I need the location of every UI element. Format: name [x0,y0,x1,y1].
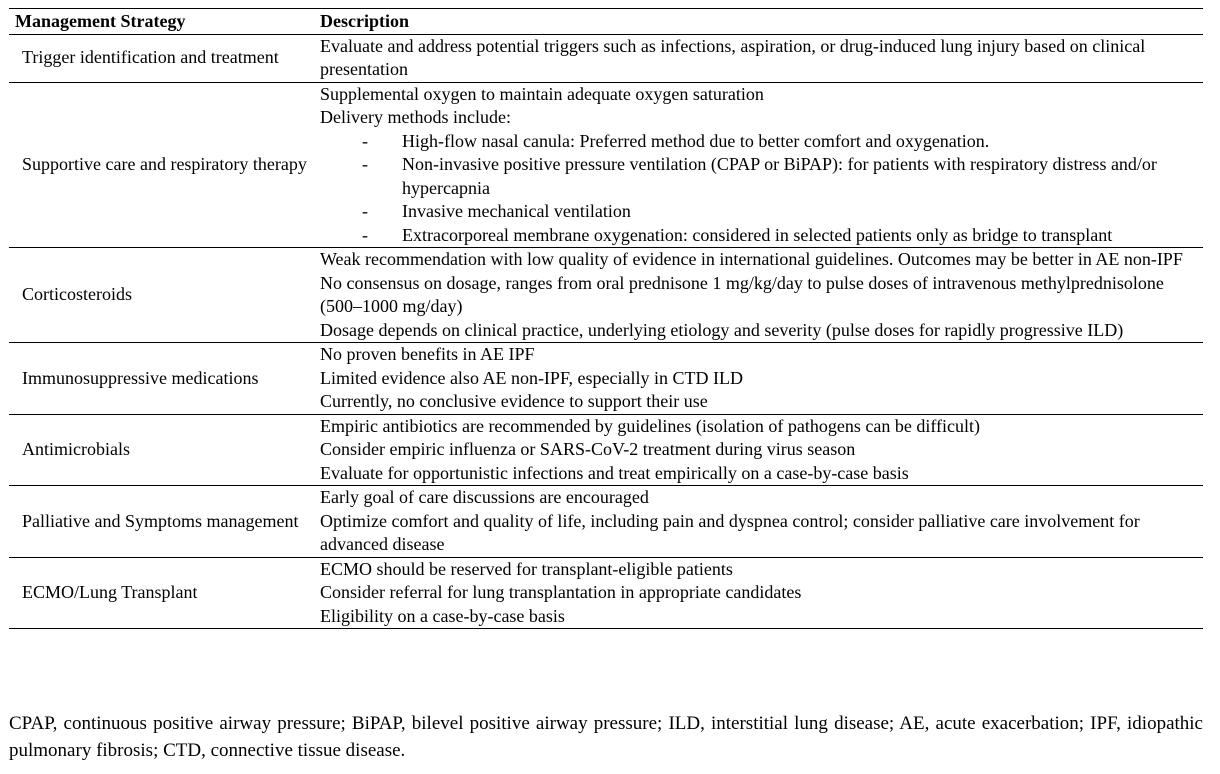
description-line: No consensus on dosage, ranges from oral prednisone 1 mg/kg/day to pulse doses of intravenous methylprednisolone (500–1000 mg/day) [320,272,1164,316]
description-cell [314,343,1203,415]
list-dash: - [362,130,368,151]
description-line: Delivery methods include: [320,107,511,127]
table-footnote: CPAP, continuous positive airway pressure; BiPAP, bilevel positive airway pressure; ILD, interstitial lung disease; AE, acute exacerbation; IPF, idiopathic pulmonary fibrosis; CTD, connective tissue disease. [9,713,1203,761]
table-row [9,34,1203,82]
list-item [320,130,1197,154]
header-management-strategy: Management Strategy [9,9,314,35]
description-line: Weak recommendation with low quality of evidence in international guidelines. Outcomes may be better in AE non-IPF [320,249,1183,269]
description-line: Limited evidence also AE non-IPF, especially in CTD ILD [320,367,743,388]
description-cell [314,82,1203,248]
list-dash: - [362,154,368,174]
management-table [9,8,1203,629]
strategy-cell: Corticosteroids [9,248,314,343]
table-row [9,557,1203,629]
table-body [9,34,1203,629]
list-item-text: High-flow nasal canula: Preferred method due to better comfort and oxygenation. [402,130,990,151]
description-cell [314,414,1203,486]
description-cell [314,557,1203,629]
table-row [9,248,1203,343]
description-line: Eligibility on a case-by-case basis [320,605,565,626]
list-item [320,153,1197,200]
table-row [9,82,1203,248]
description-line: Optimize comfort and quality of life, including pain and dyspnea control; consider palliative care involvement for advanced disease [320,510,1140,554]
delivery-methods-list [320,130,1197,248]
strategy-cell: Trigger identification and treatment [9,34,314,82]
description-cell [314,486,1203,558]
list-item-text: Non-invasive positive pressure ventilation (CPAP or BiPAP): for patients with respiratory distress and/or hypercapnia [402,154,1157,198]
list-item [320,200,1197,224]
description-line: Consider referral for lung transplantation in appropriate candidates [320,582,802,602]
description-cell [314,34,1203,82]
strategy-cell: ECMO/Lung Transplant [9,557,314,629]
list-item-text: Invasive mechanical ventilation [402,201,631,221]
header-description: Description [314,9,1203,35]
strategy-cell: Antimicrobials [9,414,314,486]
list-dash: - [362,201,368,221]
description-line: Supplemental oxygen to maintain adequate oxygen saturation [320,83,764,104]
description-cell [314,248,1203,343]
list-item-text: Extracorporeal membrane oxygenation: considered in selected patients only as bridge to transplant [402,224,1113,245]
description-line: Evaluate for opportunistic infections and treat empirically on a case-by-case basis [320,462,909,483]
strategy-cell: Immunosuppressive medications [9,343,314,415]
description-line: Currently, no conclusive evidence to support their use [320,391,708,411]
description-line: ECMO should be reserved for transplant-eligible patients [320,558,733,579]
table-header-row [9,9,1203,35]
list-item [320,224,1197,248]
strategy-cell: Palliative and Symptoms management [9,486,314,558]
table-row [9,486,1203,558]
list-dash: - [362,224,368,245]
table-row [9,343,1203,415]
table-row [9,414,1203,486]
description-line: Early goal of care discussions are encouraged [320,487,649,507]
description-line: Evaluate and address potential triggers such as infections, aspiration, or drug-induced lung injury based on clinical presentation [320,35,1146,79]
description-line: Consider empiric influenza or SARS-CoV-2 treatment during virus season [320,439,856,459]
description-line: Dosage depends on clinical practice, underlying etiology and severity (pulse doses for rapidly progressive ILD) [320,319,1124,340]
description-line: No proven benefits in AE IPF [320,344,535,364]
strategy-cell: Supportive care and respiratory therapy [9,82,314,248]
description-line: Empiric antibiotics are recommended by guidelines (isolation of pathogens can be difficult) [320,415,980,436]
